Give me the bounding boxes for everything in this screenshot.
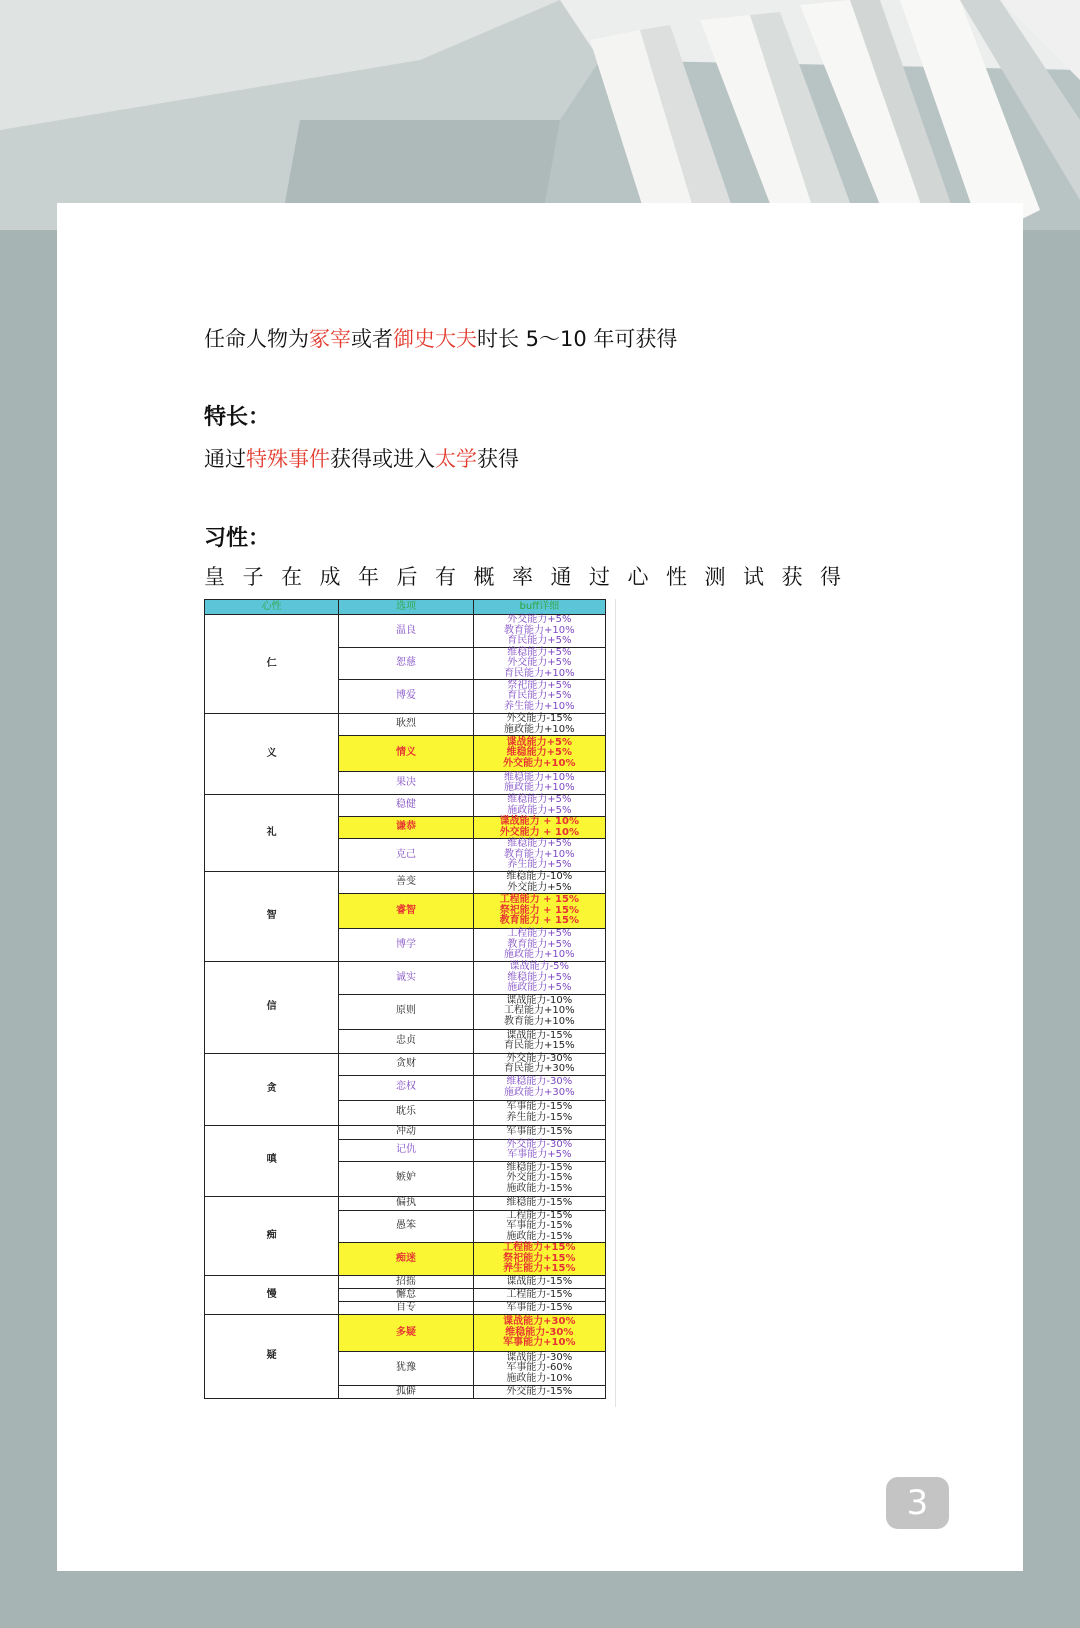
option-cell: 冲动: [339, 1125, 473, 1139]
buff-line: 外交能力 + 10%: [499, 826, 579, 838]
category-cell: 仁: [205, 615, 339, 714]
option-cell: 恋权: [339, 1075, 473, 1100]
buff-line: 谍战能力-5%: [509, 961, 570, 972]
buff-line: 施政能力+10%: [504, 949, 575, 961]
buff-line: 施政能力-15%: [506, 1182, 573, 1194]
category-cell: 疑: [205, 1315, 339, 1399]
specialty-heading: 特长：: [204, 405, 271, 430]
buff-line: 工程能力+5%: [507, 928, 572, 940]
buff-cell: [473, 647, 605, 680]
buff-line: 外交能力+10%: [503, 757, 576, 769]
buff-cell: [473, 1302, 605, 1315]
buff-line: 军事能力-15%: [506, 1101, 573, 1112]
buff-line: 祭祀能力+5%: [507, 679, 572, 691]
buff-line: 维稳能力+5%: [507, 838, 572, 850]
buff-line: 维稳能力+5%: [506, 747, 572, 759]
option-cell: 睿智: [339, 894, 473, 929]
option-cell: 情义: [339, 736, 473, 772]
buff-line: 施政能力+30%: [504, 1086, 575, 1098]
buff-line: 育民能力+10%: [504, 667, 575, 679]
option-cell: 耽乐: [339, 1100, 473, 1125]
trait-table: [204, 599, 606, 1399]
table-row: [205, 1315, 606, 1352]
buff-line: 外交能力+5%: [507, 614, 572, 625]
header-cell: 选项: [339, 600, 473, 615]
table-row: [205, 795, 606, 817]
category-cell: 信: [205, 962, 339, 1054]
header-cell: buff详细: [473, 600, 605, 615]
buff-cell: [473, 615, 605, 648]
buff-cell: [473, 1196, 605, 1210]
option-cell: 谦恭: [339, 817, 473, 839]
option-cell: 温良: [339, 615, 473, 648]
buff-cell: [473, 795, 605, 817]
option-cell: 自专: [339, 1302, 473, 1315]
buff-line: 教育能力 + 15%: [499, 915, 579, 927]
buff-cell: [473, 994, 605, 1029]
buff-cell: [473, 1289, 605, 1302]
buff-line: 外交能力-15%: [506, 1385, 573, 1397]
buff-cell: [473, 1315, 605, 1352]
buff-line: 维稳能力+5%: [507, 794, 572, 805]
option-cell: 偏执: [339, 1196, 473, 1210]
architecture-background: [0, 0, 1080, 230]
buff-cell: [473, 1276, 605, 1289]
buff-line: 军事能力-15%: [506, 1220, 573, 1231]
category-cell: 贪: [205, 1053, 339, 1125]
buff-line: 工程能力+10%: [504, 1005, 575, 1017]
buff-line: 军事能力+5%: [507, 1149, 572, 1160]
buff-line: 养生能力+10%: [504, 700, 575, 712]
category-cell: 义: [205, 714, 339, 795]
buff-cell: [473, 1075, 605, 1100]
buff-line: 工程能力+15%: [503, 1242, 576, 1254]
buff-line: 施政能力-15%: [506, 1230, 573, 1242]
category-cell: 痴: [205, 1196, 339, 1276]
option-cell: 克己: [339, 839, 473, 872]
buff-line: 教育能力+10%: [504, 1015, 575, 1027]
highlight-text: 太学: [435, 447, 477, 471]
table-row: [205, 714, 606, 736]
buff-cell: [473, 839, 605, 872]
buff-cell: [473, 1161, 605, 1196]
table-header-row: [205, 600, 606, 615]
buff-line: 外交能力-15%: [506, 1172, 573, 1184]
buff-line: 军事能力-60%: [506, 1362, 573, 1374]
text: 或者: [351, 327, 393, 351]
category-cell: 慢: [205, 1276, 339, 1315]
text: 获得或进入: [330, 447, 435, 471]
option-cell: 贪财: [339, 1053, 473, 1075]
option-cell: 恕慈: [339, 647, 473, 680]
option-cell: 善变: [339, 872, 473, 894]
habit-heading: 习性：: [204, 526, 271, 551]
appointment-line: [204, 323, 677, 353]
category-cell: 智: [205, 872, 339, 962]
option-cell: 诚实: [339, 962, 473, 995]
table-row: [205, 962, 606, 995]
buff-line: 维稳能力-10%: [506, 871, 573, 882]
buff-cell: [473, 1210, 605, 1243]
buff-cell: [473, 1100, 605, 1125]
buff-cell: [473, 680, 605, 714]
option-cell: 招摇: [339, 1276, 473, 1289]
option-cell: 愚笨: [339, 1210, 473, 1243]
buff-line: 维稳能力+5%: [507, 646, 572, 658]
buff-cell: [473, 736, 605, 772]
buff-line: 谍战能力+30%: [503, 1316, 576, 1328]
table-row: [205, 872, 606, 894]
buff-cell: [473, 1125, 605, 1139]
buff-line: 外交能力+5%: [507, 657, 572, 668]
buff-line: 育民能力+15%: [504, 1040, 575, 1051]
table-row: [205, 1053, 606, 1075]
buff-cell: [473, 772, 605, 795]
option-cell: 记仇: [339, 1139, 473, 1161]
buff-cell: [473, 714, 605, 736]
buff-line: 施政能力+10%: [504, 723, 575, 735]
buff-line: 军事能力+10%: [503, 1337, 576, 1349]
option-cell: 原则: [339, 994, 473, 1029]
buff-line: 养生能力+5%: [507, 859, 572, 871]
buff-line: 外交能力-15%: [506, 713, 573, 724]
buff-line: 教育能力+10%: [504, 848, 575, 860]
buff-cell: [473, 1053, 605, 1075]
buff-line: 祭祀能力 + 15%: [499, 904, 579, 916]
header-cell: 心性: [205, 600, 339, 615]
table-row: [205, 615, 606, 648]
buff-line: 外交能力+5%: [507, 881, 572, 893]
buff-cell: [473, 894, 605, 929]
spreadsheet-gridline: [615, 599, 616, 1407]
option-cell: 耿烈: [339, 714, 473, 736]
buff-line: 谍战能力-15%: [506, 1275, 573, 1287]
text: 通过: [204, 447, 246, 471]
buff-cell: [473, 1352, 605, 1386]
buff-line: 教育能力+5%: [507, 938, 572, 950]
buff-cell: [473, 817, 605, 839]
buff-line: 工程能力-15%: [506, 1288, 573, 1300]
buff-line: 维稳能力+5%: [507, 971, 572, 983]
category-cell: 嗔: [205, 1125, 339, 1196]
buff-line: 施政能力+5%: [507, 982, 572, 993]
buff-line: 施政能力-10%: [506, 1372, 573, 1384]
option-cell: 痴迷: [339, 1243, 473, 1276]
text: 任命人物为: [204, 327, 309, 351]
category-cell: 礼: [205, 795, 339, 872]
buff-line: 维稳能力+10%: [504, 771, 575, 783]
option-cell: 多疑: [339, 1315, 473, 1352]
table-row: [205, 1196, 606, 1210]
option-cell: 嫉妒: [339, 1161, 473, 1196]
habit-line: 皇子在成年后有概率通过心性测试获得: [204, 565, 859, 589]
header-banner: [0, 0, 1080, 230]
option-cell: 博爱: [339, 680, 473, 714]
buff-line: 谍战能力-15%: [506, 1029, 573, 1041]
buff-cell: [473, 872, 605, 894]
buff-line: 养生能力+15%: [503, 1263, 576, 1275]
buff-line: 祭祀能力+15%: [503, 1252, 576, 1264]
buff-line: 工程能力-15%: [506, 1209, 573, 1221]
option-cell: 果决: [339, 772, 473, 795]
table-row: [205, 1276, 606, 1289]
buff-cell: [473, 1243, 605, 1276]
buff-line: 军事能力-15%: [506, 1125, 573, 1137]
option-cell: 孤僻: [339, 1386, 473, 1399]
buff-line: 谍战能力 + 10%: [499, 816, 579, 827]
highlight-text: 冢宰: [309, 327, 351, 351]
highlight-text: 御史大夫: [393, 327, 477, 351]
buff-cell: [473, 1139, 605, 1161]
page-number-badge: 3: [886, 1477, 949, 1529]
option-cell: 懈怠: [339, 1289, 473, 1302]
buff-cell: [473, 962, 605, 995]
text: 获得: [477, 447, 519, 471]
option-cell: 博学: [339, 929, 473, 962]
buff-line: 维稳能力-30%: [506, 1076, 573, 1087]
buff-line: 养生能力-15%: [506, 1111, 573, 1123]
table-row: [205, 1125, 606, 1139]
text: 时长 5～10 年可获得: [477, 327, 678, 351]
buff-line: 军事能力-15%: [506, 1301, 573, 1313]
buff-line: 谍战能力-10%: [506, 994, 573, 1006]
buff-line: 外交能力-30%: [506, 1052, 573, 1064]
buff-line: 工程能力 + 15%: [499, 894, 579, 906]
buff-line: 谍战能力-30%: [506, 1351, 573, 1363]
buff-line: 维稳能力-15%: [506, 1161, 573, 1173]
buff-cell: [473, 1029, 605, 1053]
buff-cell: [473, 1386, 605, 1399]
option-cell: 犹豫: [339, 1352, 473, 1386]
buff-line: 施政能力+5%: [507, 804, 572, 816]
buff-line: 外交能力-30%: [506, 1138, 573, 1150]
buff-line: 谍战能力+5%: [506, 736, 572, 748]
buff-line: 教育能力+10%: [504, 624, 575, 636]
buff-line: 育民能力+5%: [507, 635, 572, 646]
buff-line: 维稳能力-15%: [506, 1196, 573, 1208]
buff-line: 维稳能力-30%: [505, 1326, 574, 1338]
buff-line: 育民能力+30%: [504, 1063, 575, 1074]
highlight-text: 特殊事件: [246, 447, 330, 471]
option-cell: 稳健: [339, 795, 473, 817]
specialty-line: [204, 443, 519, 473]
buff-cell: [473, 929, 605, 962]
buff-line: 育民能力+5%: [507, 690, 572, 702]
buff-line: 施政能力+10%: [504, 782, 575, 793]
document-page: [57, 203, 1023, 1571]
option-cell: 忠贞: [339, 1029, 473, 1053]
